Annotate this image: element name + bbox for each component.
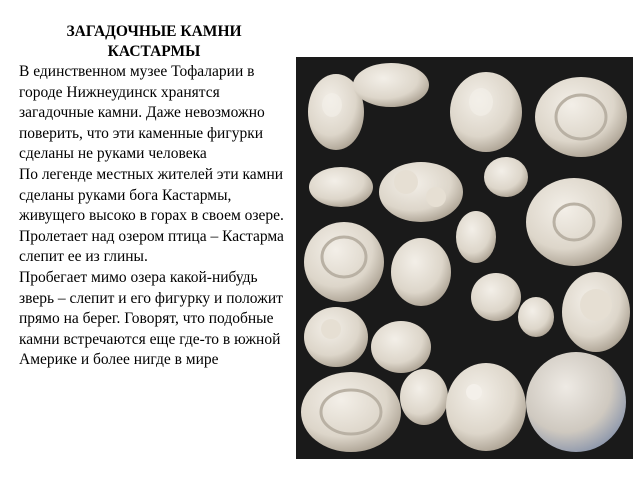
stone bbox=[353, 63, 429, 107]
stone bbox=[484, 157, 528, 197]
stone bbox=[450, 72, 522, 152]
text-column bbox=[19, 22, 289, 371]
stone bbox=[471, 273, 521, 321]
stone bbox=[518, 297, 554, 337]
paragraph-museum: В единственном музее Тофаларии в городе Нижнеудинск хранятся загадочные камни. Даже невозможно поверить, что эти каменные фигурки сделаны не руками человека bbox=[19, 63, 265, 163]
stone bbox=[456, 211, 496, 263]
stone bbox=[371, 321, 431, 373]
stone bbox=[562, 272, 630, 352]
stone bbox=[391, 238, 451, 306]
page-title: ЗАГАДОЧНЫЕ КАМНИ КАСТАРМЫ bbox=[66, 23, 242, 60]
stone bbox=[379, 162, 463, 222]
stone bbox=[309, 167, 373, 207]
stone bbox=[304, 222, 384, 302]
stone bbox=[400, 369, 448, 425]
stone bbox=[526, 178, 622, 266]
paragraph-legend: По легенде местных жителей эти камни сделаны руками бога Кастармы, живущего высоко в горах в своем озере. Пролетает над озером птица – Кастарма слепит ее из глины. bbox=[19, 165, 284, 266]
stone bbox=[535, 77, 627, 157]
stone bbox=[304, 307, 368, 367]
stone bbox=[301, 372, 401, 452]
stones-photo bbox=[296, 57, 633, 459]
paragraph-animals: Пробегает мимо озера какой-нибудь зверь – слепит и его фигурку и положит прямо на берег. Говорят, что подобные камни встречаются еще где-то в южной Америке и более нигде в мире bbox=[19, 268, 283, 369]
stones-illustration bbox=[296, 57, 633, 459]
stone bbox=[526, 352, 626, 452]
stone bbox=[446, 363, 526, 451]
